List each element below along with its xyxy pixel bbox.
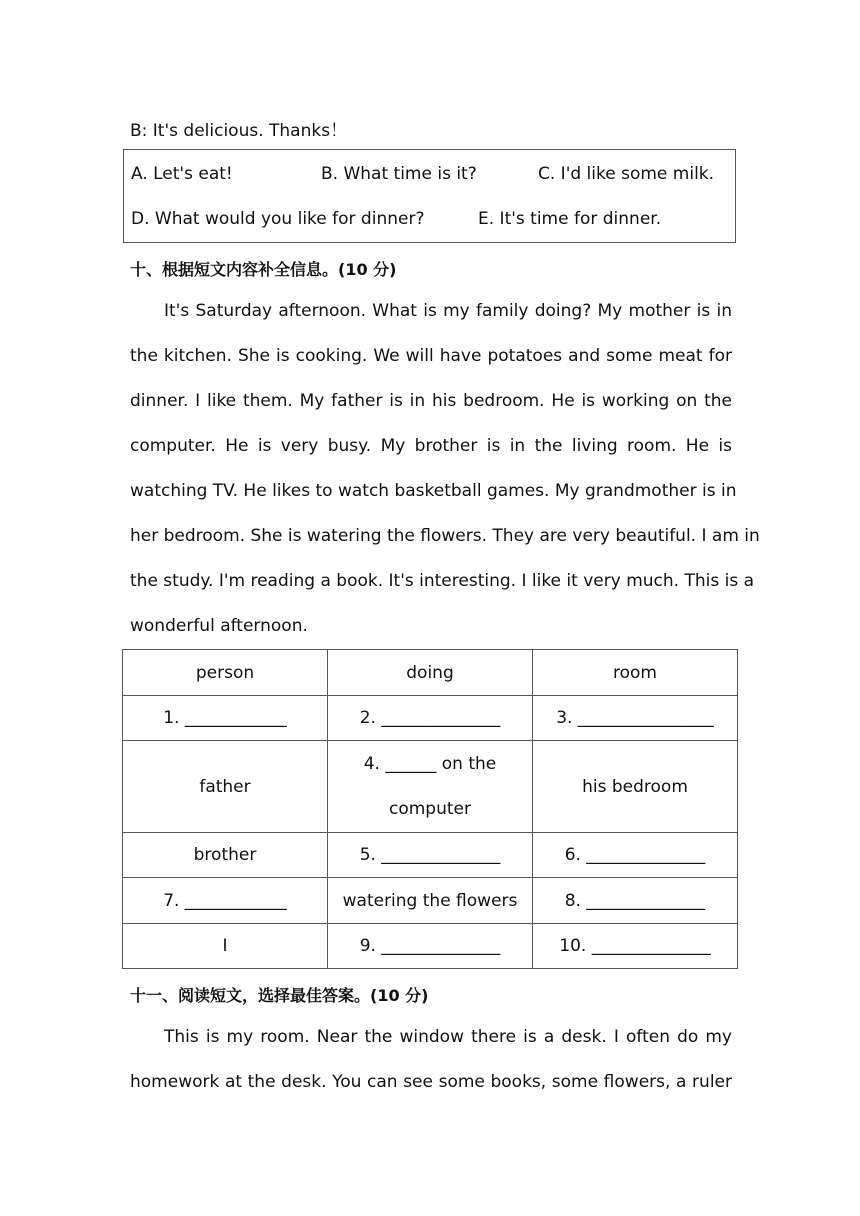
info-table: [122, 649, 738, 969]
blank-10: 10. ______________: [533, 924, 738, 969]
blank-3: 3. ________________: [533, 696, 738, 741]
passage-line: her bedroom. She is watering the flowers. They are very beautiful. I am in: [130, 526, 760, 546]
header-doing: doing: [328, 650, 533, 696]
option-d: D. What would you like for dinner?: [131, 209, 425, 229]
passage-line: the kitchen. She is cooking. We will have potatoes and some meat for: [130, 346, 732, 366]
blank-4-continued: computer: [389, 798, 471, 819]
blank-5: 5. ______________: [328, 833, 533, 878]
header-room: room: [533, 650, 738, 696]
blank-8: 8. ______________: [533, 878, 738, 924]
option-e: E. It's time for dinner.: [478, 209, 662, 229]
options-box: [123, 149, 736, 243]
cell-his-bedroom: his bedroom: [533, 741, 738, 833]
blank-7: 7. ____________: [123, 878, 328, 924]
blank-1: 1. ____________: [123, 696, 328, 741]
table-header-row: [123, 650, 738, 696]
table-row: [123, 696, 738, 741]
section-11-heading: 十一、阅读短文，选择最佳答案。(10 分): [130, 986, 429, 1005]
blank-4: 4. ______ on the: [363, 753, 497, 774]
cell-watering: watering the flowers: [328, 878, 533, 924]
cell-father: father: [123, 741, 328, 833]
cell-brother: brother: [123, 833, 328, 878]
passage-line: dinner. I like them. My father is in his bedroom. He is working on the: [130, 391, 732, 411]
table-row: [123, 741, 738, 833]
table-row: [123, 878, 738, 924]
blank-2: 2. ______________: [328, 696, 533, 741]
table-row: [123, 833, 738, 878]
blank-6: 6. ______________: [533, 833, 738, 878]
cell-doing-4: [328, 741, 533, 833]
passage-line: watching TV. He likes to watch basketball games. My grandmother is in: [130, 481, 737, 501]
option-b: B. What time is it?: [321, 164, 477, 184]
option-c: C. I'd like some milk.: [538, 164, 715, 184]
header-person: person: [123, 650, 328, 696]
option-a: A. Let's eat!: [131, 164, 233, 184]
blank-9: 9. ______________: [328, 924, 533, 969]
passage-line: It's Saturday afternoon. What is my family doing? My mother is in: [164, 301, 732, 321]
cell-i: I: [123, 924, 328, 969]
dialogue-line: B: It's delicious. Thanks！: [130, 121, 348, 141]
passage-line: computer. He is very busy. My brother is in the living room. He is: [130, 436, 732, 456]
passage-line: This is my room. Near the window there is a desk. I often do my: [164, 1027, 732, 1047]
passage-line: wonderful afternoon.: [130, 616, 308, 636]
passage-line: the study. I'm reading a book. It's interesting. I like it very much. This is a: [130, 571, 754, 591]
table-row: [123, 924, 738, 969]
section-10-heading: 十、根据短文内容补全信息。(10 分): [130, 260, 397, 279]
passage-line: homework at the desk. You can see some books, some flowers, a ruler: [130, 1072, 732, 1092]
